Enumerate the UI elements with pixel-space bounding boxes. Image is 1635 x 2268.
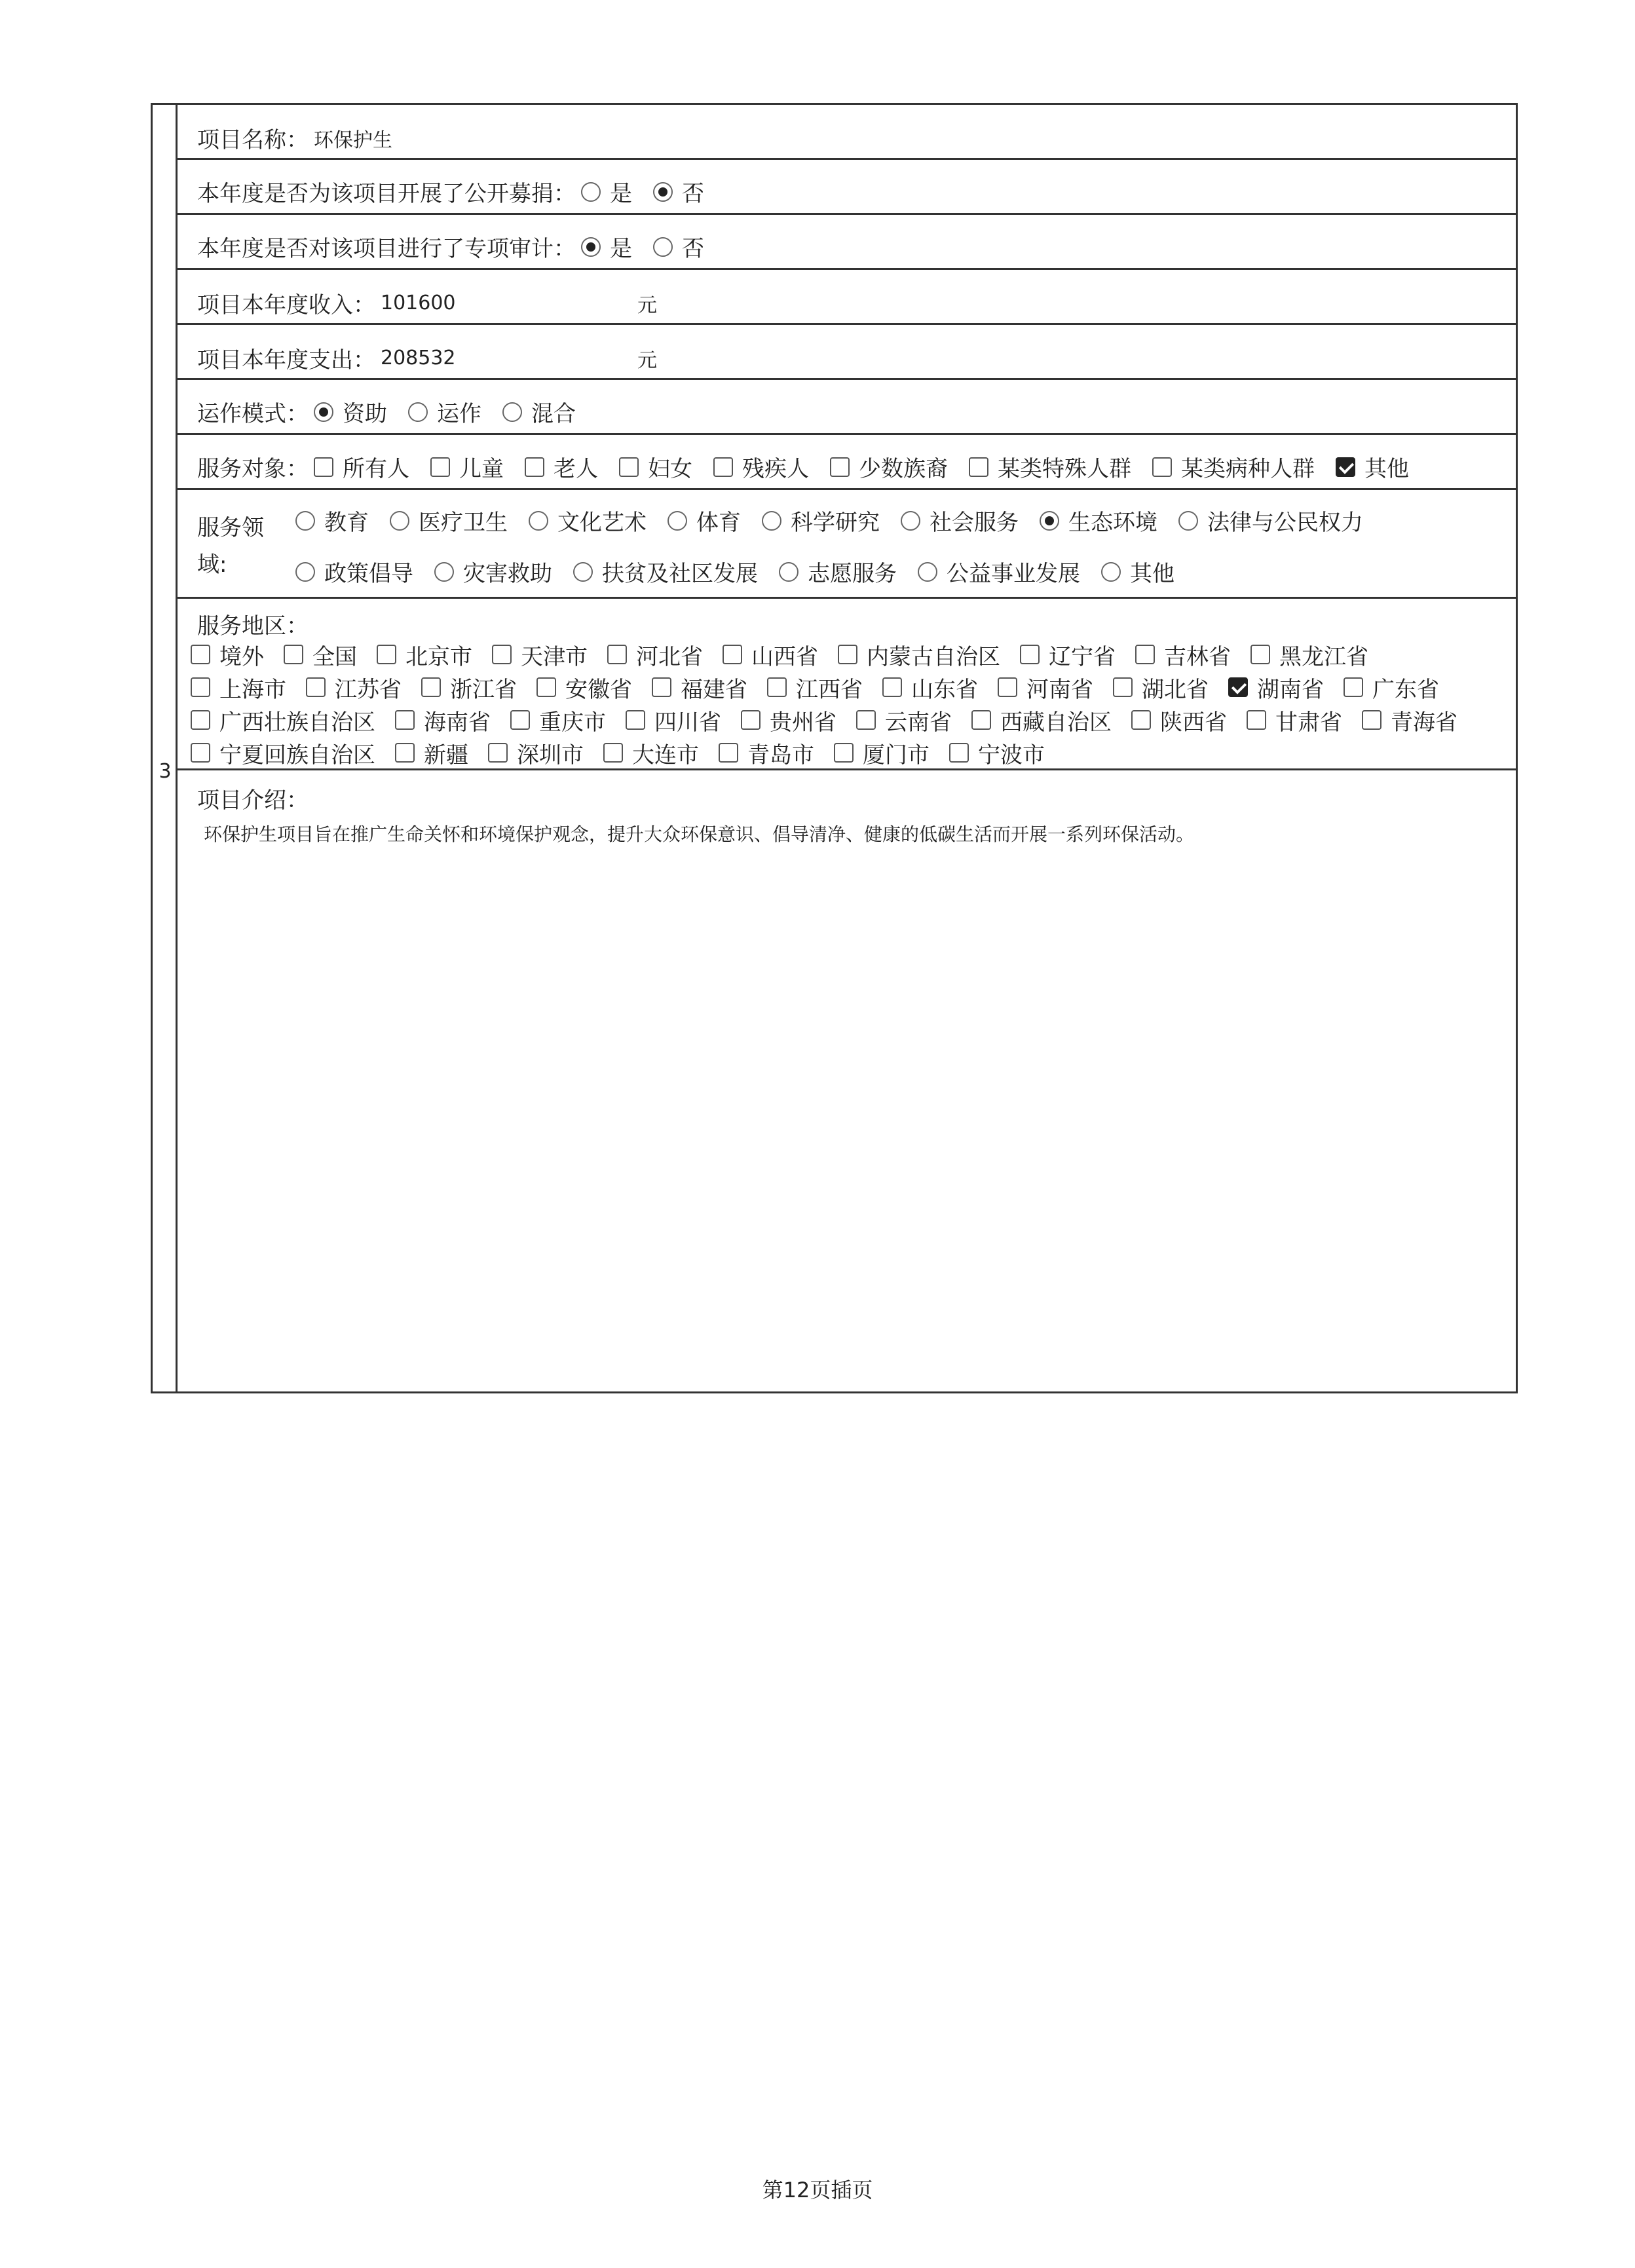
service-target-option[interactable] [430,451,504,483]
service-target-option[interactable] [314,451,409,483]
region-option-label: 青岛市 [747,742,814,768]
region-option-label: 北京市 [405,643,472,670]
region-option[interactable] [284,639,357,671]
project-name-row [178,105,1516,160]
region-option-label: 云南省 [885,709,952,736]
income-value: 101600 [381,292,456,314]
service-target-checkbox[interactable] [713,457,733,477]
region-option-label: 广西壮族自治区 [219,709,375,736]
service-field-option[interactable] [762,504,880,537]
operation-mode-option-label: 混合 [531,401,576,427]
public-fundraising-radio[interactable] [581,182,601,202]
service-regions-label: 服务地区： [197,613,309,639]
region-option-label: 重庆市 [539,709,606,736]
region-checkbox[interactable] [395,710,415,730]
service-targets-label: 服务对象： [197,456,309,482]
operation-mode-row [178,380,1516,435]
special-audit-radio[interactable] [581,237,601,257]
special-audit-option[interactable] [581,231,632,263]
region-option[interactable] [191,671,286,704]
region-option[interactable] [723,639,818,671]
expense-unit: 元 [637,349,657,372]
service-field-option-label: 法律与公民权力 [1207,510,1363,536]
region-option[interactable] [719,737,814,769]
region-checkbox[interactable] [191,645,210,664]
operation-mode-radio[interactable] [502,402,522,422]
special-audit-label: 本年度是否对该项目进行了专项审计： [197,236,576,262]
region-option-label: 浙江省 [450,676,517,703]
region-checkbox[interactable] [1135,645,1155,664]
region-option-label: 全国 [312,643,357,670]
region-checkbox[interactable] [1247,710,1266,730]
service-field-radio[interactable] [1101,562,1121,582]
service-field-radio[interactable] [295,562,315,582]
operation-mode-radio[interactable] [408,402,428,422]
income-label: 项目本年度收入： [197,292,375,318]
region-checkbox[interactable] [834,743,854,763]
service-field-option-label: 扶贫及社区发展 [602,561,758,587]
service-field-option-label: 教育 [324,510,369,536]
service-target-option-label: 儿童 [459,456,504,482]
service-field-option-label: 灾害救助 [463,561,552,587]
service-field-option-label: 公益事业发展 [947,561,1080,587]
service-field-option-label: 科学研究 [791,510,880,536]
region-option[interactable] [377,639,472,671]
region-option[interactable] [492,639,588,671]
service-field-option[interactable] [1040,504,1157,537]
region-option[interactable] [191,639,264,671]
service-field-radio[interactable] [901,511,920,531]
service-target-checkbox[interactable] [830,457,850,477]
region-option[interactable] [882,671,978,704]
service-field-option[interactable] [779,556,897,588]
service-field-option-label: 其他 [1130,561,1175,587]
service-target-checkbox[interactable] [525,457,544,477]
region-option-label: 河北省 [636,643,703,670]
region-option-label: 深圳市 [517,742,584,768]
service-field-option[interactable] [901,504,1019,537]
region-checkbox[interactable] [421,677,441,697]
region-option-label: 宁夏回族自治区 [219,742,375,768]
project-name-label: 项目名称： [197,127,309,153]
service-field-radio[interactable] [390,511,409,531]
region-checkbox[interactable] [723,645,742,664]
description-label: 项目介绍： [197,787,309,814]
region-option-label: 海南省 [424,709,491,736]
region-option[interactable] [1362,704,1457,736]
service-target-option[interactable] [1152,451,1315,483]
region-option[interactable] [834,737,930,769]
public-fundraising-option-label: 是 [610,181,632,207]
service-target-checkbox[interactable] [1336,457,1355,477]
service-field-option[interactable] [667,504,741,537]
region-checkbox[interactable] [1131,710,1151,730]
region-option-label: 吉林省 [1164,643,1231,670]
row-number-column [153,105,178,1391]
region-line [191,704,1503,736]
region-checkbox[interactable] [492,645,512,664]
region-option[interactable] [1250,639,1368,671]
region-checkbox[interactable] [1020,645,1040,664]
region-checkbox[interactable] [377,645,396,664]
region-option-label: 青海省 [1391,709,1457,736]
region-option-label: 福建省 [681,676,747,703]
region-checkbox[interactable] [1250,645,1270,664]
region-checkbox[interactable] [510,710,530,730]
service-target-option-label: 妇女 [648,456,692,482]
service-target-checkbox[interactable] [314,457,333,477]
public-fundraising-row [178,160,1516,215]
project-name-value: 环保护生 [314,128,392,152]
region-option[interactable] [856,704,952,736]
region-line [191,736,1503,769]
service-field-radio[interactable] [779,562,799,582]
service-field-radio[interactable] [295,511,315,531]
region-option-label: 四川省 [654,709,721,736]
service-target-checkbox[interactable] [619,457,639,477]
service-field-option-label: 医疗卫生 [419,510,508,536]
service-field-option[interactable] [918,556,1080,588]
service-target-checkbox[interactable] [430,457,450,477]
service-field-radio[interactable] [1178,511,1198,531]
region-option-label: 山东省 [911,676,978,703]
region-option[interactable] [510,704,606,736]
description-text: 环保护生项目旨在推广生命关怀和环境保护观念，提升大众环保意识、倡导清净、健康的低碳生活而开展一系列环保活动。 [204,823,1195,845]
region-checkbox[interactable] [1362,710,1381,730]
region-checkbox[interactable] [882,677,902,697]
description-row [178,770,1516,1391]
public-fundraising-option[interactable] [653,176,704,208]
region-checkbox[interactable] [488,743,508,763]
public-fundraising-option-label: 否 [682,181,704,207]
special-audit-radio[interactable] [653,237,673,257]
special-audit-option-label: 否 [682,236,704,262]
region-option-label: 上海市 [219,676,286,703]
service-target-option[interactable] [1336,451,1409,483]
operation-mode-option[interactable] [408,396,481,428]
service-field-option[interactable] [573,556,758,588]
region-option[interactable] [767,671,863,704]
region-option-label: 天津市 [521,643,588,670]
service-target-option[interactable] [525,451,598,483]
operation-mode-option-label: 运作 [437,401,481,427]
service-target-option[interactable] [619,451,692,483]
row-number: 3 [159,760,172,783]
public-fundraising-radio[interactable] [653,182,673,202]
expense-label: 项目本年度支出： [197,347,375,373]
region-checkbox[interactable] [767,677,787,697]
operation-mode-option[interactable] [314,396,387,428]
region-checkbox[interactable] [395,743,415,763]
expense-value: 208532 [381,347,456,369]
region-option[interactable] [971,704,1112,736]
service-target-option-label: 所有人 [343,456,409,482]
region-option[interactable] [652,671,747,704]
region-option-label: 辽宁省 [1049,643,1116,670]
region-option[interactable] [395,737,468,769]
service-field-option[interactable] [390,504,508,537]
region-checkbox[interactable] [191,743,210,763]
income-row [178,270,1516,325]
region-option-label: 甘肃省 [1275,709,1342,736]
service-targets-row [178,435,1516,490]
service-field-radio[interactable] [918,562,937,582]
region-checkbox[interactable] [741,710,761,730]
service-fields-row [178,490,1516,599]
region-option[interactable] [1020,639,1116,671]
region-option[interactable] [626,704,721,736]
service-field-option[interactable] [1101,556,1175,588]
service-field-radio[interactable] [1040,511,1059,531]
service-field-option-label: 文化艺术 [557,510,647,536]
region-option-label: 广东省 [1372,676,1439,703]
region-option-label: 境外 [219,643,264,670]
operation-mode-label: 运作模式： [197,401,309,427]
region-checkbox[interactable] [607,645,627,664]
service-field-radio[interactable] [762,511,781,531]
region-line [191,671,1503,704]
region-option[interactable] [488,737,584,769]
region-option-label: 山西省 [751,643,818,670]
region-option[interactable] [1113,671,1209,704]
region-option[interactable] [395,704,491,736]
service-field-option[interactable] [295,504,369,537]
operation-mode-option-label: 资助 [343,401,387,427]
service-target-checkbox[interactable] [1152,457,1172,477]
public-fundraising-option[interactable] [581,176,632,208]
service-target-option-label: 某类病种人群 [1181,456,1315,482]
region-option-label: 贵州省 [770,709,836,736]
region-option-label: 安徽省 [565,676,632,703]
service-target-option[interactable] [830,451,948,483]
region-option[interactable] [998,671,1093,704]
service-target-option[interactable] [713,451,809,483]
region-option-label: 河南省 [1026,676,1093,703]
region-option-label: 西藏自治区 [1000,709,1112,736]
service-field-option-label: 政策倡导 [324,561,413,587]
region-checkbox[interactable] [949,743,969,763]
special-audit-row [178,215,1516,270]
region-option[interactable] [1344,671,1439,704]
operation-mode-radio[interactable] [314,402,333,422]
service-field-radio[interactable] [667,511,687,531]
region-option[interactable] [1135,639,1231,671]
region-option[interactable] [536,671,632,704]
region-option[interactable] [306,671,402,704]
region-checkbox[interactable] [838,645,857,664]
special-audit-option[interactable] [653,231,704,263]
region-option-label: 新疆 [424,742,468,768]
region-option[interactable] [191,737,375,769]
region-checkbox[interactable] [719,743,738,763]
region-option[interactable] [741,704,836,736]
page-footer: 第12页插页 [762,2178,873,2202]
region-checkbox[interactable] [1113,677,1133,697]
service-field-radio[interactable] [434,562,454,582]
region-option-label: 江苏省 [335,676,402,703]
service-field-option-label: 生态环境 [1068,510,1157,536]
region-option-label: 黑龙江省 [1279,643,1368,670]
region-option[interactable] [603,737,699,769]
region-option[interactable] [607,639,703,671]
income-unit: 元 [637,293,657,317]
service-target-option-label: 其他 [1364,456,1409,482]
region-option[interactable] [1131,704,1227,736]
form-content [178,105,1516,1391]
region-checkbox[interactable] [1228,677,1248,697]
expense-row [178,325,1516,380]
service-target-option[interactable] [969,451,1131,483]
region-checkbox[interactable] [284,645,303,664]
service-target-option-label: 某类特殊人群 [998,456,1131,482]
public-fundraising-label: 本年度是否为该项目开展了公开募捐： [197,181,576,207]
region-checkbox[interactable] [191,710,210,730]
region-option-label: 内蒙古自治区 [867,643,1000,670]
special-audit-option-label: 是 [610,236,632,262]
service-field-option-label: 志愿服务 [808,561,897,587]
operation-mode-option[interactable] [502,396,576,428]
region-checkbox[interactable] [1344,677,1363,697]
service-target-option-label: 残疾人 [742,456,809,482]
service-regions-row [178,599,1516,770]
region-option-label: 大连市 [632,742,699,768]
region-checkbox[interactable] [626,710,645,730]
region-line [191,638,1503,671]
region-checkbox[interactable] [652,677,671,697]
project-form [151,103,1518,1393]
service-field-option[interactable] [295,556,413,588]
region-option[interactable] [191,704,375,736]
region-checkbox[interactable] [971,710,991,730]
region-option-label: 厦门市 [863,742,930,768]
service-field-option[interactable] [434,556,552,588]
service-field-option[interactable] [529,504,647,537]
region-checkbox[interactable] [856,710,876,730]
region-checkbox-grid [191,638,1503,769]
region-option[interactable] [421,671,517,704]
service-target-checkbox[interactable] [969,457,988,477]
service-target-option-label: 老人 [554,456,598,482]
region-checkbox[interactable] [191,677,210,697]
service-field-option[interactable] [1178,504,1363,537]
region-checkbox[interactable] [536,677,556,697]
region-option-label: 湖北省 [1142,676,1209,703]
region-option[interactable] [1247,704,1342,736]
service-field-option-label: 体育 [696,510,741,536]
region-option[interactable] [949,737,1045,769]
region-checkbox[interactable] [306,677,326,697]
region-checkbox[interactable] [998,677,1017,697]
service-field-radio[interactable] [529,511,548,531]
service-field-radio[interactable] [573,562,593,582]
service-fields-label: 服务领 域: [197,515,264,578]
service-field-option-label: 社会服务 [930,510,1019,536]
region-option-label: 陕西省 [1160,709,1227,736]
region-option-label: 江西省 [796,676,863,703]
region-checkbox[interactable] [603,743,623,763]
region-option-label: 宁波市 [978,742,1045,768]
region-option[interactable] [838,639,1000,671]
region-option[interactable] [1228,671,1324,704]
service-target-option-label: 少数族裔 [859,456,948,482]
region-option-label: 湖南省 [1257,676,1324,703]
